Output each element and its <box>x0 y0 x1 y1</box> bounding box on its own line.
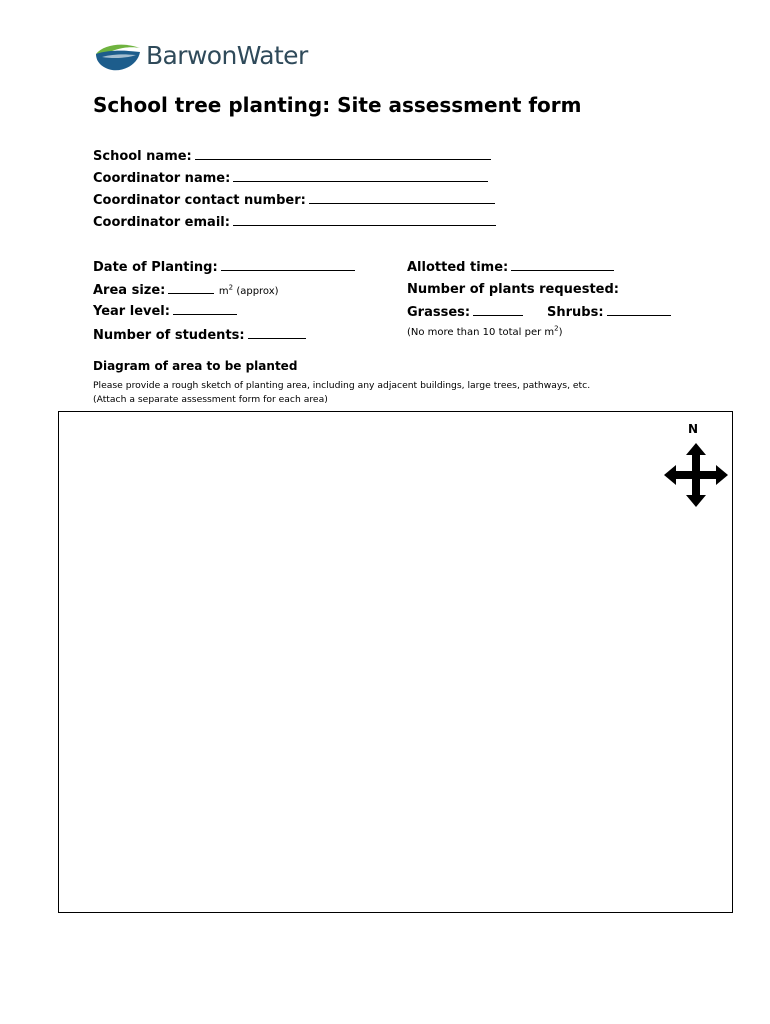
number-of-students-field[interactable] <box>93 326 306 345</box>
date-of-planting-label: Date of Planting: <box>93 260 218 275</box>
coordinator-contact-field[interactable] <box>93 191 495 210</box>
logo-text: BarwonWater <box>146 41 308 70</box>
plants-limit-note: (No more than 10 total per $m^2$) <box>407 324 563 338</box>
coordinator-contact-label: Coordinator contact number: <box>93 193 306 208</box>
coordinator-contact-blank[interactable] <box>309 191 495 204</box>
grasses-blank[interactable] <box>473 303 523 316</box>
grasses-field[interactable] <box>407 303 523 322</box>
coordinator-name-blank[interactable] <box>233 169 488 182</box>
form-title: School tree planting: Site assessment form <box>93 93 582 117</box>
shrubs-label: Shrubs: <box>547 305 604 320</box>
coordinator-name-label: Coordinator name: <box>93 171 231 186</box>
school-name-field[interactable] <box>93 147 491 166</box>
number-of-plants-label: Number of plants requested: <box>407 282 619 297</box>
diagram-heading: Diagram of area to be planted <box>93 359 298 373</box>
area-size-label: Area size: <box>93 283 166 298</box>
four-way-arrow-icon <box>664 443 728 507</box>
area-unit: $m^2$ (approx) <box>218 283 279 297</box>
barwon-water-logo <box>94 38 308 74</box>
diagram-instruction: Please provide a rough sketch of planting area, including any adjacent buildings, large trees, pathways, etc. <box>93 380 591 391</box>
shrubs-field[interactable] <box>547 303 671 322</box>
school-name-label: School name: <box>93 149 192 164</box>
date-of-planting-blank[interactable] <box>221 258 355 271</box>
coordinator-email-blank[interactable] <box>233 213 496 226</box>
shrubs-blank[interactable] <box>607 303 671 316</box>
diagram-attach-note: (Attach a separate assessment form for each area) <box>93 394 328 405</box>
allotted-time-label: Allotted time: <box>407 260 509 275</box>
sketch-area[interactable] <box>58 411 733 913</box>
coordinator-email-field[interactable] <box>93 213 496 232</box>
number-of-students-blank[interactable] <box>248 326 306 339</box>
number-of-students-label: Number of students: <box>93 328 245 343</box>
allotted-time-blank[interactable] <box>511 258 614 271</box>
area-size-field[interactable] <box>93 281 279 301</box>
coordinator-name-field[interactable] <box>93 169 488 188</box>
grasses-label: Grasses: <box>407 305 471 320</box>
allotted-time-field[interactable] <box>407 258 614 277</box>
year-level-blank[interactable] <box>173 302 237 315</box>
number-of-plants-field <box>407 281 619 299</box>
area-size-blank[interactable] <box>168 281 214 294</box>
barwon-water-drop-logo-icon <box>94 40 142 72</box>
north-label: N <box>688 422 699 436</box>
coordinator-email-label: Coordinator email: <box>93 215 230 230</box>
date-of-planting-field[interactable] <box>93 258 355 277</box>
year-level-field[interactable] <box>93 302 237 321</box>
school-name-blank[interactable] <box>195 147 491 160</box>
year-level-label: Year level: <box>93 304 170 319</box>
